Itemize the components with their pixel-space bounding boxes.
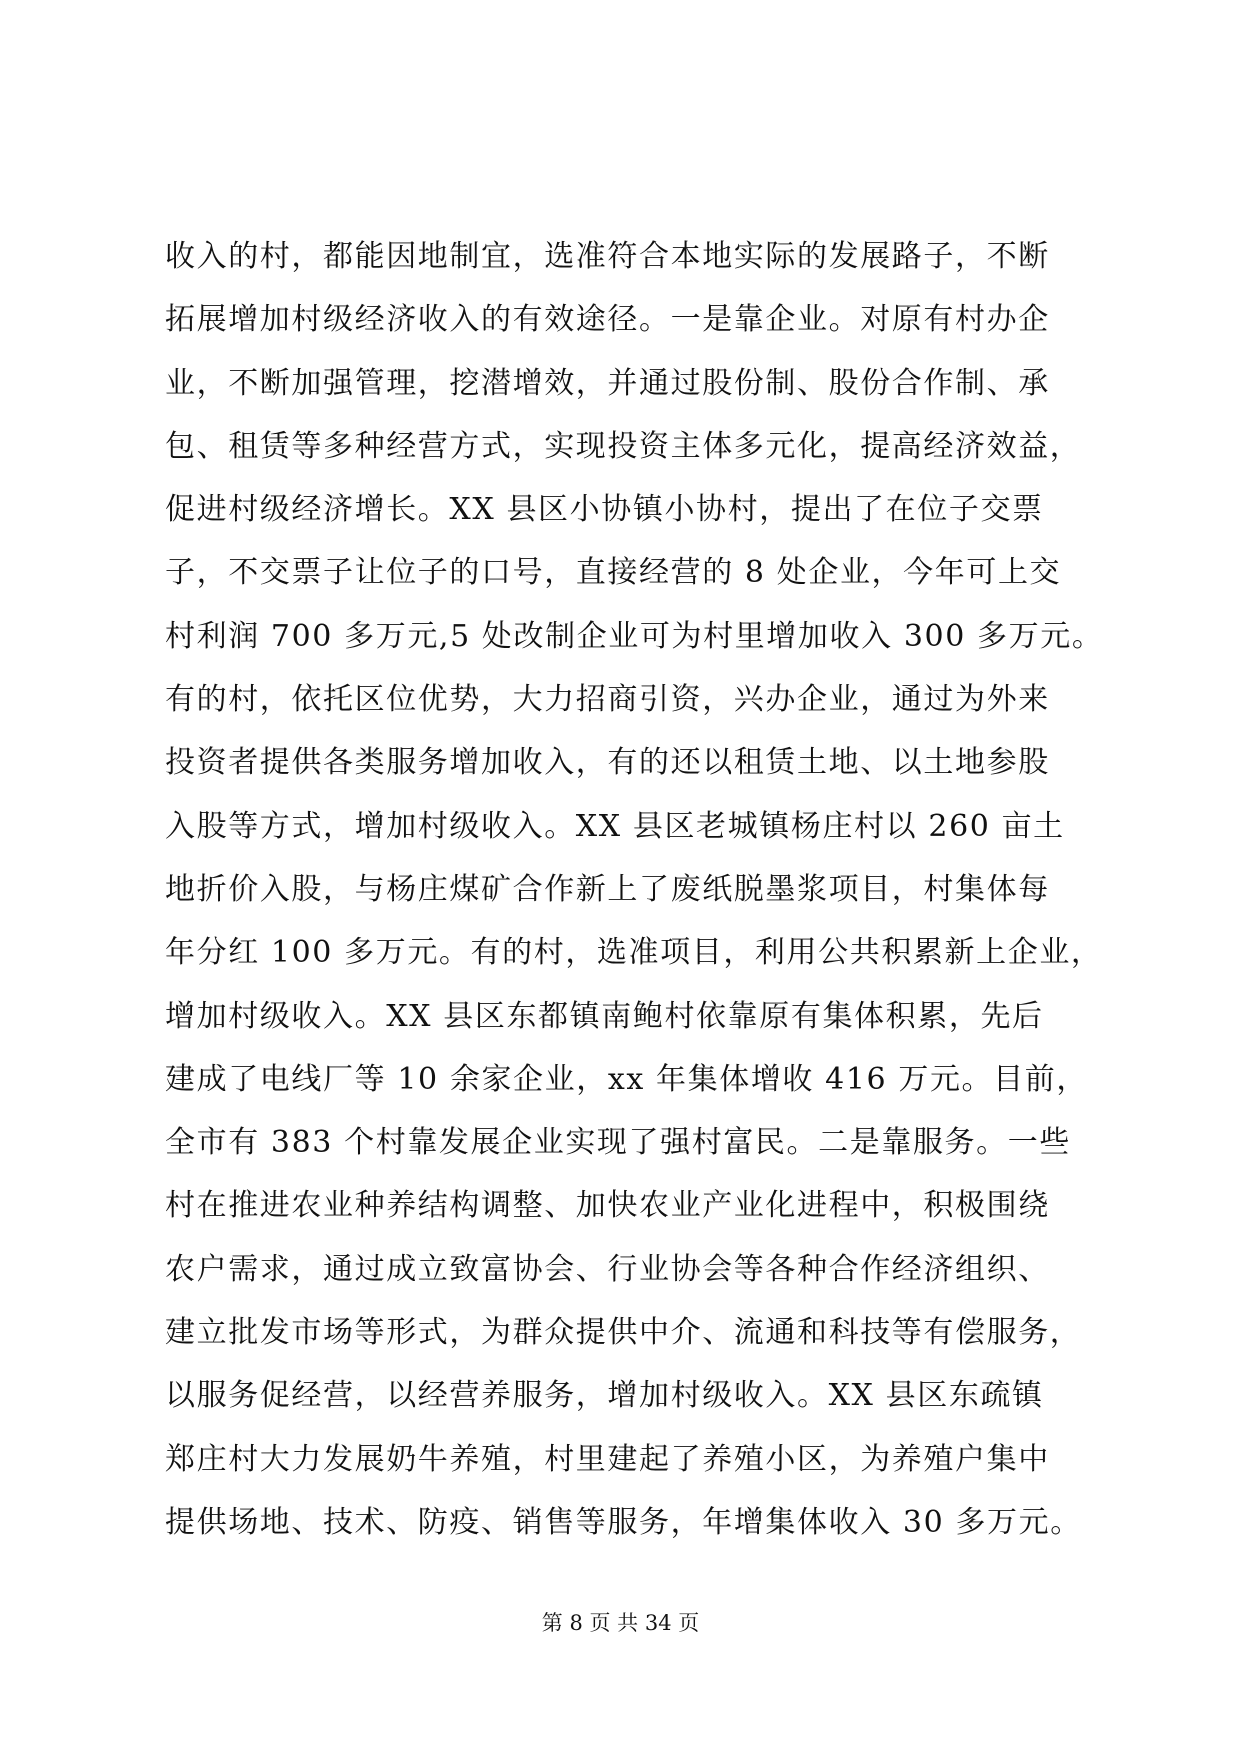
text-line: 建立批发市场等形式，为群众提供中介、流通和科技等有偿服务， xyxy=(165,1315,1082,1351)
text-line: 村利润 700 多万元,5 处改制企业可为村里增加收入 300 多万元。 xyxy=(165,618,1104,654)
text-line: 郑庄村大力发展奶牛养殖，村里建起了养殖小区，为养殖户集中 xyxy=(165,1441,1050,1477)
text-line: 年分红 100 多万元。有的村，选准项目，利用公共积累新上企业， xyxy=(165,935,1103,971)
text-line: 地折价入股，与杨庄煤矿合作新上了废纸脱墨浆项目，村集体每 xyxy=(165,871,1050,907)
text-line: 业，不断加强管理，挖潜增效，并通过股份制、股份合作制、承 xyxy=(165,365,1050,401)
text-line: 促进村级经济增长。XX 县区小协镇小协村，提出了在位子交票 xyxy=(165,492,1044,528)
text-line: 投资者提供各类服务增加收入，有的还以租赁土地、以土地参股 xyxy=(165,745,1050,781)
text-line: 子，不交票子让位子的口号，直接经营的 8 处企业，今年可上交 xyxy=(165,555,1062,591)
text-line: 有的村，依托区位优势，大力招商引资，兴办企业，通过为外来 xyxy=(165,682,1050,718)
text-line: 增加村级收入。XX 县区东都镇南鲍村依靠原有集体积累，先后 xyxy=(165,998,1044,1034)
text-line: 包、租赁等多种经营方式，实现投资主体多元化，提高经济效益， xyxy=(165,428,1082,464)
text-line: 收入的村，都能因地制宜，选准符合本地实际的发展路子，不断 xyxy=(165,239,1050,274)
text-line: 提供场地、技术、防疫、销售等服务，年增集体收入 30 多万元。 xyxy=(165,1504,1082,1540)
text-line: 全市有 383 个村靠发展企业实现了强村富民。二是靠服务。一些 xyxy=(165,1125,1071,1161)
text-line: 入股等方式，增加村级收入。XX 县区老城镇杨庄村以 260 亩土 xyxy=(165,808,1065,844)
body-paragraph xyxy=(165,225,1104,1554)
text-line: 以服务促经营，以经营养服务，增加村级收入。XX 县区东疏镇 xyxy=(165,1378,1044,1414)
page-number-footer: 第 8 页 共 34 页 xyxy=(541,1611,700,1635)
text-line: 村在推进农业种养结构调整、加快农业产业化进程中，积极围绕 xyxy=(165,1188,1050,1224)
text-line: 建成了电线厂等 10 余家企业，xx 年集体增收 416 万元。目前， xyxy=(165,1061,1088,1097)
text-line: 拓展增加村级经济收入的有效途径。一是靠企业。对原有村办企 xyxy=(165,302,1050,338)
text-line: 农户需求，通过成立致富协会、行业协会等各种合作经济组织、 xyxy=(165,1251,1050,1287)
